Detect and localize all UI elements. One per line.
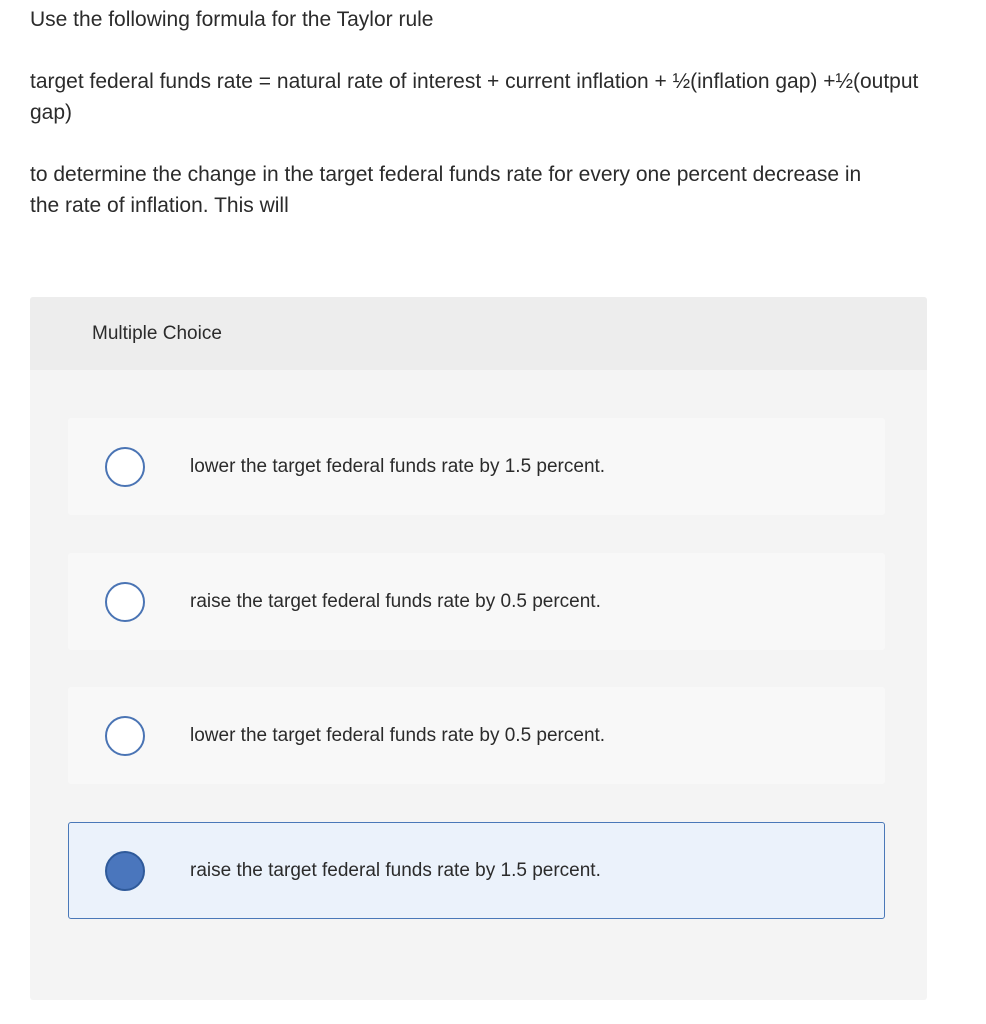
answer-option-2[interactable]: [68, 553, 885, 650]
answer-option-label: lower the target federal funds rate by 0.5 percent.: [190, 725, 606, 746]
answer-option-1[interactable]: [68, 418, 885, 515]
taylor-rule-formula: target federal funds rate = natural rate of interest + current inflation + ½(inflation gap) +½(output gap): [30, 70, 919, 124]
radio-button-selected-icon[interactable]: [105, 851, 145, 891]
answer-option-label: raise the target federal funds rate by 1.5 percent.: [190, 860, 601, 881]
radio-button-icon[interactable]: [105, 716, 145, 756]
multiple-choice-header: [30, 297, 927, 370]
question-instruction: to determine the change in the target federal funds rate for every one percent decrease in the rate of inflation. This will: [30, 163, 862, 217]
answer-option-3[interactable]: [68, 687, 885, 784]
multiple-choice-panel: [30, 297, 927, 1000]
answer-option-label: lower the target federal funds rate by 1.5 percent.: [190, 456, 606, 477]
radio-button-icon[interactable]: [105, 582, 145, 622]
answer-option-4[interactable]: [68, 822, 885, 919]
multiple-choice-title: Multiple Choice: [92, 323, 222, 344]
radio-button-icon[interactable]: [105, 447, 145, 487]
question-intro: Use the following formula for the Taylor rule: [30, 8, 434, 31]
answer-option-label: raise the target federal funds rate by 0.5 percent.: [190, 591, 601, 612]
